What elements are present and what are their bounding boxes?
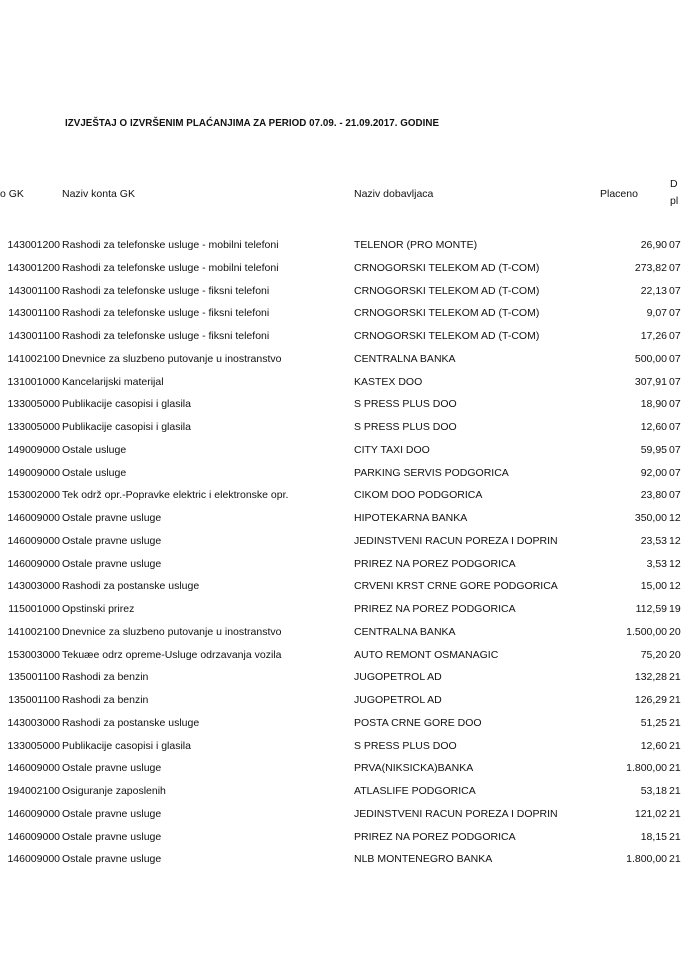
account-code-cell: 143001100: [8, 307, 60, 320]
amount-cell: 59,95: [640, 443, 667, 456]
amount-cell: 350,00: [634, 512, 667, 524]
table-row: [0, 376, 679, 399]
account-code-cell: 146009000: [7, 762, 60, 775]
account-code-cell: 143001100: [8, 284, 60, 297]
payment-date-cell: 07: [669, 466, 681, 479]
amount-cell: 53,18: [640, 785, 667, 797]
payment-date-cell: 12: [669, 512, 681, 524]
table-row: [0, 444, 679, 467]
payment-date-cell: 07: [669, 284, 681, 297]
amount-cell: 121,02: [634, 807, 667, 820]
account-name-cell: Opstinski prirez: [62, 603, 135, 615]
amount-cell: 1.500,00: [626, 625, 667, 638]
payment-date-cell: 07: [669, 421, 681, 433]
account-name-cell: Publikacije casopisi i glasila: [62, 421, 191, 433]
payment-date-cell: 21: [669, 807, 681, 820]
supplier-cell: PRIREZ NA POREZ PODGORICA: [354, 603, 516, 615]
account-name-cell: Ostale pravne usluge: [62, 557, 162, 570]
table-row: [0, 330, 679, 353]
amount-cell: 9,07: [646, 307, 667, 320]
supplier-cell: CRNOGORSKI TELEKOM AD (T-COM): [354, 284, 540, 297]
supplier-cell: CENTRALNA BANKA: [354, 352, 456, 365]
amount-cell: 307,91: [634, 375, 667, 388]
account-code-cell: 146009000: [7, 853, 60, 866]
account-name-cell: Ostale pravne usluge: [62, 534, 162, 547]
payment-date-cell: 07: [669, 398, 681, 411]
table-row: [0, 558, 679, 581]
header-account-name: Naziv konta GK: [62, 188, 135, 200]
amount-cell: 26,90: [640, 239, 667, 251]
account-name-cell: Ostale usluge: [62, 466, 127, 479]
supplier-cell: ATLASLIFE PODGORICA: [354, 785, 476, 797]
table-row: [0, 831, 679, 854]
supplier-cell: JUGOPETROL AD: [354, 694, 442, 706]
account-code-cell: 133005000: [7, 398, 60, 411]
account-name-cell: Publikacije casopisi i glasila: [62, 398, 191, 411]
account-name-cell: Rashodi za telefonske usluge - fiksni telefoni: [62, 284, 270, 297]
payment-date-cell: 07: [669, 443, 681, 456]
payment-date-cell: 07: [669, 330, 681, 342]
table-row: [0, 285, 679, 308]
supplier-cell: JEDINSTVENI RACUN POREZA I DOPRIN: [354, 807, 558, 820]
amount-cell: 132,28: [634, 671, 667, 684]
account-code-cell: 146009000: [7, 534, 60, 547]
table-row: [0, 262, 679, 285]
supplier-cell: CRNOGORSKI TELEKOM AD (T-COM): [354, 307, 540, 320]
account-name-cell: Ostale usluge: [62, 443, 127, 456]
account-name-cell: Osiguranje zaposlenih: [62, 785, 166, 797]
payment-date-cell: 21: [669, 671, 681, 684]
account-name-cell: Rashodi za telefonske usluge - mobilni telefoni: [62, 239, 279, 251]
table-row: [0, 467, 679, 490]
table-row: [0, 626, 679, 649]
amount-cell: 1.800,00: [626, 853, 667, 866]
payment-date-cell: 21: [669, 716, 681, 729]
account-name-cell: Tek održ opr.-Popravke elektric i elektronske opr.: [62, 489, 289, 502]
supplier-cell: PRIREZ NA POREZ PODGORICA: [354, 830, 516, 843]
account-code-cell: 143001200: [7, 261, 60, 274]
supplier-cell: PRIREZ NA POREZ PODGORICA: [354, 557, 516, 570]
table-row: [0, 489, 679, 512]
account-code-cell: 143003000: [7, 716, 60, 729]
account-name-cell: Ostale pravne usluge: [62, 762, 162, 775]
payment-date-cell: 07: [669, 352, 681, 365]
account-name-cell: Ostale pravne usluge: [62, 853, 162, 866]
table-row: [0, 603, 679, 626]
supplier-cell: S PRESS PLUS DOO: [354, 421, 457, 433]
supplier-cell: S PRESS PLUS DOO: [354, 398, 457, 411]
table-row: [0, 398, 679, 421]
account-name-cell: Rashodi za benzin: [62, 671, 149, 684]
account-name-cell: Rashodi za telefonske usluge - fiksni telefoni: [62, 307, 270, 320]
account-code-cell: 133005000: [7, 739, 60, 752]
payment-date-cell: 07: [669, 261, 681, 274]
amount-cell: 51,25: [640, 716, 667, 729]
amount-cell: 126,29: [634, 694, 667, 706]
supplier-cell: JUGOPETROL AD: [354, 671, 442, 684]
table-row: [0, 785, 679, 808]
account-name-cell: Ostale pravne usluge: [62, 830, 162, 843]
account-name-cell: Rashodi za postanske usluge: [62, 716, 200, 729]
amount-cell: 12,60: [640, 739, 667, 752]
account-name-cell: Rashodi za telefonske usluge - fiksni telefoni: [62, 330, 270, 342]
amount-cell: 1.800,00: [626, 762, 667, 775]
supplier-cell: KASTEX DOO: [354, 375, 423, 388]
account-name-cell: Tekuæe odrz opreme-Usluge odrzavanja vozila: [62, 648, 282, 661]
payment-date-cell: 20: [669, 648, 681, 661]
table-row: [0, 740, 679, 763]
amount-cell: 15,00: [640, 580, 667, 593]
table-row: [0, 717, 679, 740]
payments-table: [0, 239, 679, 876]
payment-date-cell: 07: [669, 489, 681, 502]
account-code-cell: 146009000: [7, 557, 60, 570]
payment-date-cell: 12: [669, 580, 681, 593]
amount-cell: 273,82: [634, 261, 667, 274]
account-code-cell: 115001000: [8, 603, 60, 615]
table-row: [0, 421, 679, 444]
table-row: [0, 512, 679, 535]
amount-cell: 12,60: [640, 421, 667, 433]
table-row: [0, 239, 679, 262]
supplier-cell: PARKING SERVIS PODGORICA: [354, 466, 509, 479]
supplier-cell: NLB MONTENEGRO BANKA: [354, 853, 493, 866]
payment-date-cell: 21: [669, 762, 681, 775]
account-name-cell: Dnevnice za sluzbeno putovanje u inostranstvo: [62, 352, 282, 365]
amount-cell: 23,80: [640, 489, 667, 502]
amount-cell: 17,26: [640, 330, 667, 342]
supplier-cell: CRNOGORSKI TELEKOM AD (T-COM): [354, 330, 540, 342]
account-code-cell: 146009000: [7, 512, 60, 524]
supplier-cell: AUTO REMONT OSMANAGIC: [354, 648, 499, 661]
amount-cell: 18,15: [640, 830, 667, 843]
supplier-cell: CENTRALNA BANKA: [354, 625, 456, 638]
supplier-cell: S PRESS PLUS DOO: [354, 739, 457, 752]
table-row: [0, 853, 679, 876]
account-code-cell: 194002100: [7, 785, 60, 797]
payment-date-cell: 07: [669, 239, 681, 251]
account-name-cell: Ostale pravne usluge: [62, 807, 162, 820]
amount-cell: 23,53: [640, 534, 667, 547]
payment-date-cell: 21: [669, 853, 681, 866]
table-row: [0, 694, 679, 717]
amount-cell: 18,90: [640, 398, 667, 411]
header-paid: Placeno: [600, 188, 638, 200]
account-name-cell: Rashodi za benzin: [62, 694, 149, 706]
supplier-cell: TELENOR (PRO MONTE): [354, 239, 478, 251]
supplier-cell: HIPOTEKARNA BANKA: [354, 512, 468, 524]
table-row: [0, 535, 679, 558]
supplier-cell: CIKOM DOO PODGORICA: [354, 489, 483, 502]
account-code-cell: 146009000: [7, 830, 60, 843]
table-row: [0, 762, 679, 785]
amount-cell: 92,00: [640, 466, 667, 479]
account-code-cell: 135001100: [8, 671, 60, 684]
supplier-cell: JEDINSTVENI RACUN POREZA I DOPRIN: [354, 534, 558, 547]
amount-cell: 3,53: [646, 557, 667, 570]
amount-cell: 22,13: [640, 284, 667, 297]
account-code-cell: 143001100: [8, 330, 60, 342]
table-row: [0, 580, 679, 603]
account-name-cell: Kancelarijski materijal: [62, 375, 164, 388]
report-title: IZVJEŠTAJ O IZVRŠENIM PLAĆANJIMA ZA PERIOD 07.09. - 21.09.2017. GODINE: [65, 117, 440, 129]
amount-cell: 112,59: [635, 603, 667, 615]
account-name-cell: Dnevnice za sluzbeno putovanje u inostranstvo: [62, 625, 282, 638]
table-row: [0, 671, 679, 694]
header-date-line1: D: [670, 178, 678, 190]
account-code-cell: 141002100: [7, 352, 60, 365]
account-code-cell: 131001000: [7, 375, 60, 388]
account-code-cell: 135001100: [8, 694, 60, 706]
supplier-cell: CITY TAXI DOO: [354, 443, 430, 456]
account-code-cell: 149009000: [7, 466, 60, 479]
account-code-cell: 133005000: [7, 421, 60, 433]
supplier-cell: CRNOGORSKI TELEKOM AD (T-COM): [354, 261, 540, 274]
table-row: [0, 307, 679, 330]
payment-date-cell: 12: [669, 557, 681, 570]
amount-cell: 500,00: [634, 352, 667, 365]
account-code-cell: 143003000: [7, 580, 60, 593]
payment-date-cell: 21: [669, 785, 681, 797]
supplier-cell: CRVENI KRST CRNE GORE PODGORICA: [354, 580, 558, 593]
header-supplier: Naziv dobavljaca: [354, 188, 434, 200]
table-row: [0, 649, 679, 672]
payment-date-cell: 21: [669, 739, 681, 752]
account-code-cell: 146009000: [7, 807, 60, 820]
amount-cell: 75,20: [640, 648, 667, 661]
payment-date-cell: 20: [669, 625, 681, 638]
header-date-line2: pl: [670, 195, 679, 207]
header-account-code: o GK: [0, 188, 24, 200]
table-row: [0, 353, 679, 376]
payment-date-cell: 21: [669, 694, 681, 706]
payment-date-cell: 07: [669, 307, 681, 320]
account-code-cell: 153002000: [7, 489, 60, 502]
supplier-cell: POSTA CRNE GORE DOO: [354, 716, 482, 729]
payment-date-cell: 21: [669, 830, 681, 843]
account-name-cell: Rashodi za telefonske usluge - mobilni telefoni: [62, 261, 279, 274]
account-name-cell: Ostale pravne usluge: [62, 512, 162, 524]
account-name-cell: Rashodi za postanske usluge: [62, 580, 200, 593]
payment-date-cell: 12: [669, 534, 681, 547]
payment-date-cell: 07: [669, 375, 681, 388]
account-code-cell: 153003000: [7, 648, 60, 661]
account-code-cell: 141002100: [7, 625, 60, 638]
payment-date-cell: 19: [669, 603, 681, 615]
table-row: [0, 808, 679, 831]
account-code-cell: 149009000: [7, 443, 60, 456]
account-code-cell: 143001200: [7, 239, 60, 251]
supplier-cell: PRVA(NIKSICKA)BANKA: [354, 762, 474, 775]
account-name-cell: Publikacije casopisi i glasila: [62, 739, 191, 752]
